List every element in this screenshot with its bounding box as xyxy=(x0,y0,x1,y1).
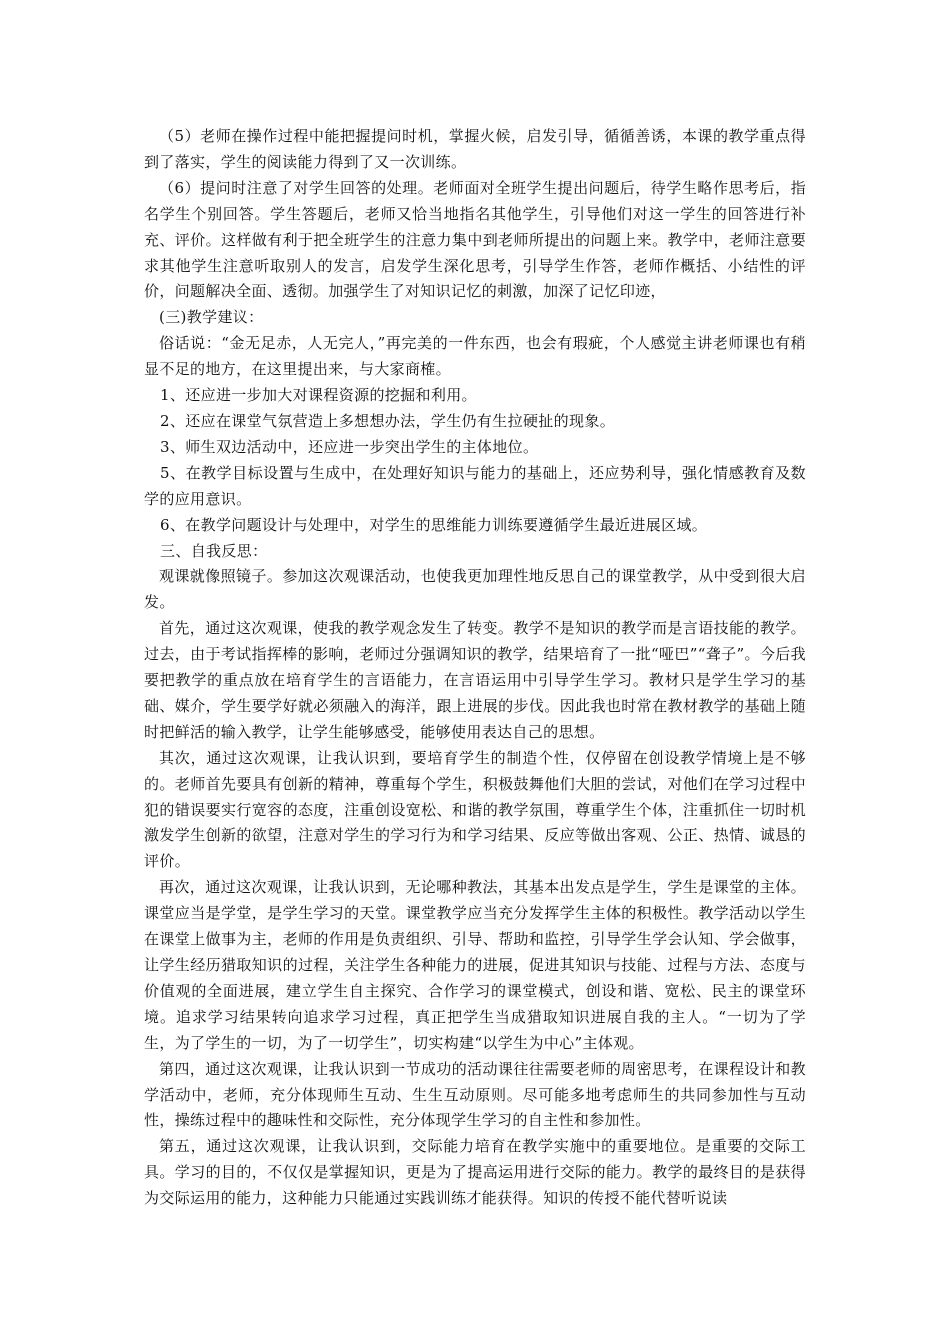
paragraph-fifth: 第五，通过这次观课，让我认识到，交际能力培育在教学实施中的重要地位。是重要的交际工具。学习的目的，不仅仅是掌握知识，更是为了提高运用进行交际的能力。教学的最终目的是获得为交际运用的能力，这种能力只能通过实践训练才能获得。知识的传授不能代替听说读 xyxy=(144,1137,806,1208)
document-page xyxy=(144,124,806,1212)
paragraph-fourth: 第四，通过这次观课，让我认识到一节成功的活动课往往需要老师的周密思考，在课程设计和教学活动中，老师，充分体现师生互动、生生互动原则。尽可能多地考虑师生的共同参加性与互动性，操练过程中的趣味性和交际性，充分体现学生学习的自主性和参加性。 xyxy=(144,1059,806,1130)
suggestion-5: 5、在教学目标设置与生成中，在处理好知识与能力的基础上，还应势利导，强化情感教育及数学的应用意识。 xyxy=(144,463,806,508)
paragraph-item-6: （6）提问时注意了对学生回答的处理。老师面对全班学生提出问题后，待学生略作思考后，指名学生个别回答。学生答题后，老师又恰当地指名其他学生，引导他们对这一学生的回答进行补充、评价。这样做有利于把全班学生的注意力集中到老师所提出的问题上来。教学中，老师注意要求其他学生注意听取别人的发言，启发学生深化思考，引导学生作答，老师作概括、小结性的评价，问题解决全面、透彻。加强学生了对知识记忆的刺激，加深了记忆印迹， xyxy=(144,178,806,301)
section-heading-self-reflection: 三、自我反思： xyxy=(160,541,268,560)
paragraph-mirror: 观课就像照镜子。参加这次观课活动，也使我更加理性地反思自己的课堂教学，从中受到很大启发。 xyxy=(144,567,806,612)
suggestion-3: 3、师生双边活动中，还应进一步突出学生的主体地位。 xyxy=(160,437,539,456)
paragraph-item-5: （5）老师在操作过程中能把握提问时机，掌握火候，启发引导，循循善诱，本课的教学重点得到了落实，学生的阅读能力得到了又一次训练。 xyxy=(144,127,806,171)
paragraph-second: 其次，通过这次观课，让我认识到，要培育学生的制造个性，仅停留在创设教学情境上是不够的。老师首先要具有创新的精神，尊重每个学生，积极鼓舞他们大胆的尝试，对他们在学习过程中犯的错误要实行宽容的态度，注重创设宽松、和谐的教学氛围，尊重学生个体，注重抓住一切时机激发学生创新的欲望，注意对学生的学习行为和学习结果、反应等做出客观、公正、热情、诚恳的评价。 xyxy=(144,748,806,871)
paragraph-proverb: 俗话说：“金无足赤，人无完人，”再完美的一件东西，也会有瑕疵，个人感觉主讲老师课也有稍显不足的地方，在这里提出来，与大家商榷。 xyxy=(144,334,806,379)
suggestion-6: 6、在教学问题设计与处理中，对学生的思维能力训练要遵循学生最近进展区域。 xyxy=(160,515,708,534)
paragraph-third: 再次，通过这次观课，让我认识到，无论哪种教法，其基本出发点是学生，学生是课堂的主体。课堂应当是学堂，是学生学习的天堂。课堂教学应当充分发挥学生主体的积极性。教学活动以学生在课堂上做事为主，老师的作用是负责组织、引导、帮助和监控，引导学生学会认知、学会做事，让学生经历猎取知识的过程，关注学生各种能力的进展，促进其知识与技能、过程与方法、态度与价值观的全面进展，建立学生自主探究、合作学习的课堂模式，创设和谐、宽松、民主的课堂环境。追求学习结果转向追求学习过程，真正把学生当成猎取知识进展自我的主人。“一切为了学生，为了学生的一切，为了一切学生”，切实构建“以学生为中心”主体观。 xyxy=(144,878,806,1052)
paragraph-first: 首先，通过这次观课，使我的教学观念发生了转变。教学不是知识的教学而是言语技能的教学。过去，由于考试指挥棒的影响，老师过分强调知识的教学，结果培育了一批“哑巴”“聋子”。今后我要把教学的重点放在培育学生的言语能力，在言语运用中引导学生学习。教材只是学生学习的基础、媒介，学生要学好就必须融入的海洋，跟上进展的步伐。因此我也时常在教材教学的基础上随时把鲜活的输入教学，让学生能够感受，能够使用表达自己的思想。 xyxy=(144,619,806,741)
section-heading-teaching-suggestions: (三)教学建议： xyxy=(159,308,264,327)
suggestion-2: 2、还应在课堂气氛营造上多想想办法，学生仍有生拉硬扯的现象。 xyxy=(160,411,616,430)
suggestion-1: 1、还应进一步加大对课程资源的挖掘和利用。 xyxy=(160,386,477,405)
